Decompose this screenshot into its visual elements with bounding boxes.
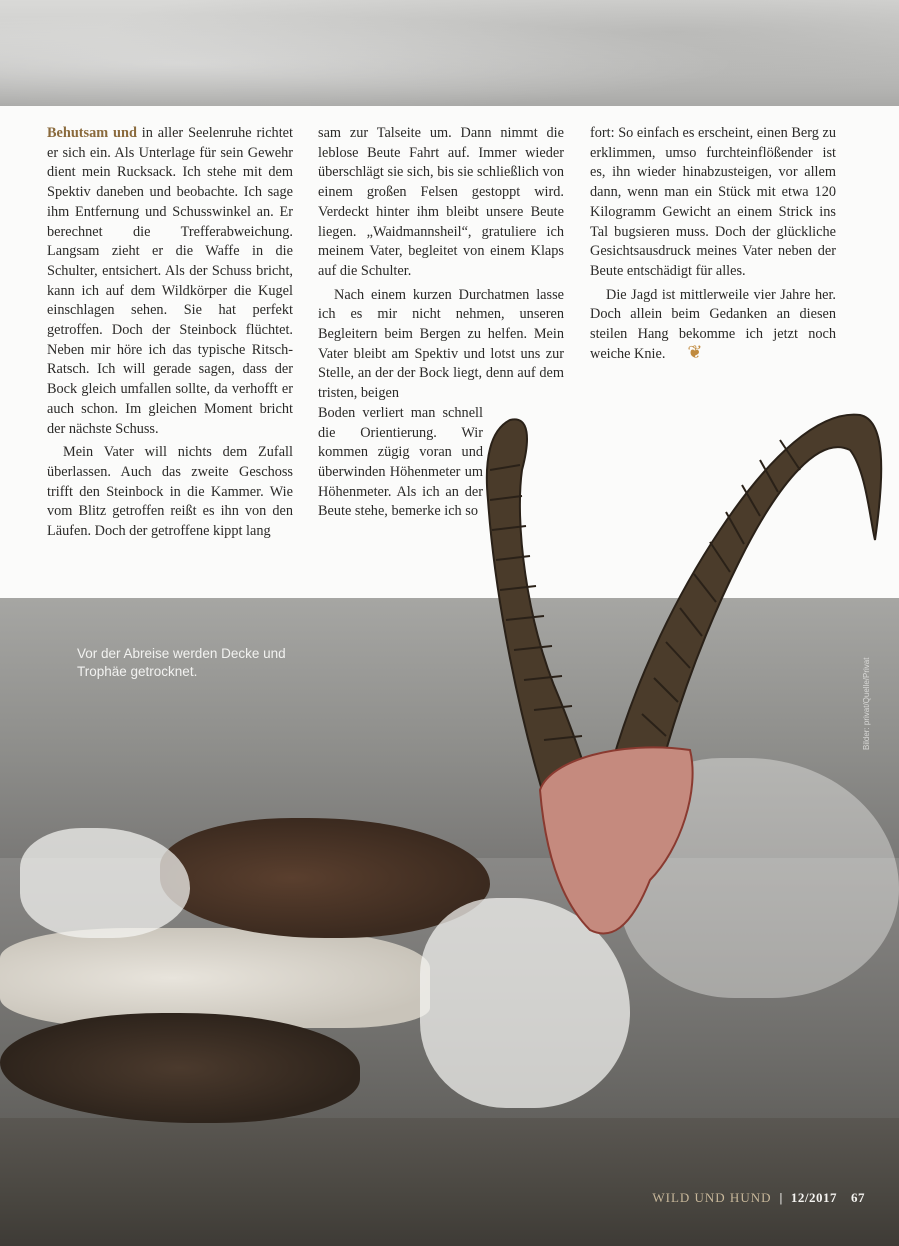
page-number: 67 [851, 1190, 865, 1205]
lead-in: Behutsam und [47, 125, 137, 141]
photo-credit: Bilder: privat/Quelle/Privat [862, 657, 871, 750]
page-footer [652, 1190, 865, 1206]
magazine-name: WILD UND HUND [652, 1190, 772, 1205]
paragraph-text: Die Jagd ist mittlerweile vier Jahre her. Doch allein beim Gedanken an diesen steilen Hang bekomme ich jetzt noch weiche Knie. [590, 286, 836, 362]
paragraph-text: in aller Seelenruhe richtet er sich ein. Als Unterlage für sein Gewehr dient mein Rucksack. Ich stehe mit dem Spektiv daneben und beobachte. Ich sage ihm Entfernung und Schusswinkel an. Er berechnet die Trefferabweichung. Langsam zieht er die Waffe in die Schulter, entsichert. Als der Schuss bricht, kann ich auf dem Wildkörper die Kugel einschlagen sehen. Sie hat perfekt getroffen. Doch der Steinbock flüchtet. Neben mir höre ich das typische Ritsch-Ratsch. Ich will gerade sagen, dass der Bock gleich umfallen sollte, da verhofft er auch schon. Im gleichen Moment bricht der nächste Schuss. [47, 125, 293, 437]
photo-caption: Vor der Abreise werden Decke und Trophäe getrocknet. [77, 646, 286, 679]
oak-leaf-icon: ❦ [687, 341, 703, 362]
paragraph: sam zur Talseite um. Dann nimmt die leblose Beute Fahrt auf. Immer wieder überschlägt sie sich, bis sie schließlich von einem großen Felsen gestoppt wird. Verdeckt hinter ihm bleibt unsere Beute liegen. „Waidmannsheil“, gratuliere ich meinem Vater, begleitet von einem Klaps auf die Schulter. [318, 125, 564, 279]
paragraph: Mein Vater will nichts dem Zufall überlassen. Auch das zweite Geschoss trifft den Steinbock in die Kammer. Wie vom Blitz getroffen reißt es ihn von den Läufen. Doch der getroffene kippt lang [47, 444, 293, 540]
paragraph: Nach einem kurzen Durchatmen lasse ich es mir nicht nehmen, unseren Begleitern beim Bergen zu helfen. Mein Vater bleibt am Spektiv und lotst uns zur Stelle, an der der Bock liegt, denn auf dem tristen, beigen [318, 286, 564, 402]
footer-separator: | [779, 1190, 783, 1205]
left-horn [487, 419, 596, 810]
issue-number: 12/2017 [790, 1190, 837, 1205]
paragraph: fort: So einfach es erscheint, einen Berg zu erklimmen, umso furchteinflößender ist es, ihn wieder hinabzusteigen, vor allem dann, wenn man ein Stück mit etwa 120 Kilogramm Gewicht an einem Strick ins Tal bugsieren muss. Doch der glückliche Gesichtsausdruck meines Vater neben der Beute entschädigt für alles. [590, 125, 836, 279]
paragraph-continued: Boden verliert man schnell die Orientierung. Wir kommen zügig voran und überwinden Höhenmeter um Höhenmeter. Als ich an der Beute stehe, bemerke ich so [318, 404, 483, 520]
skull-base [540, 747, 693, 933]
